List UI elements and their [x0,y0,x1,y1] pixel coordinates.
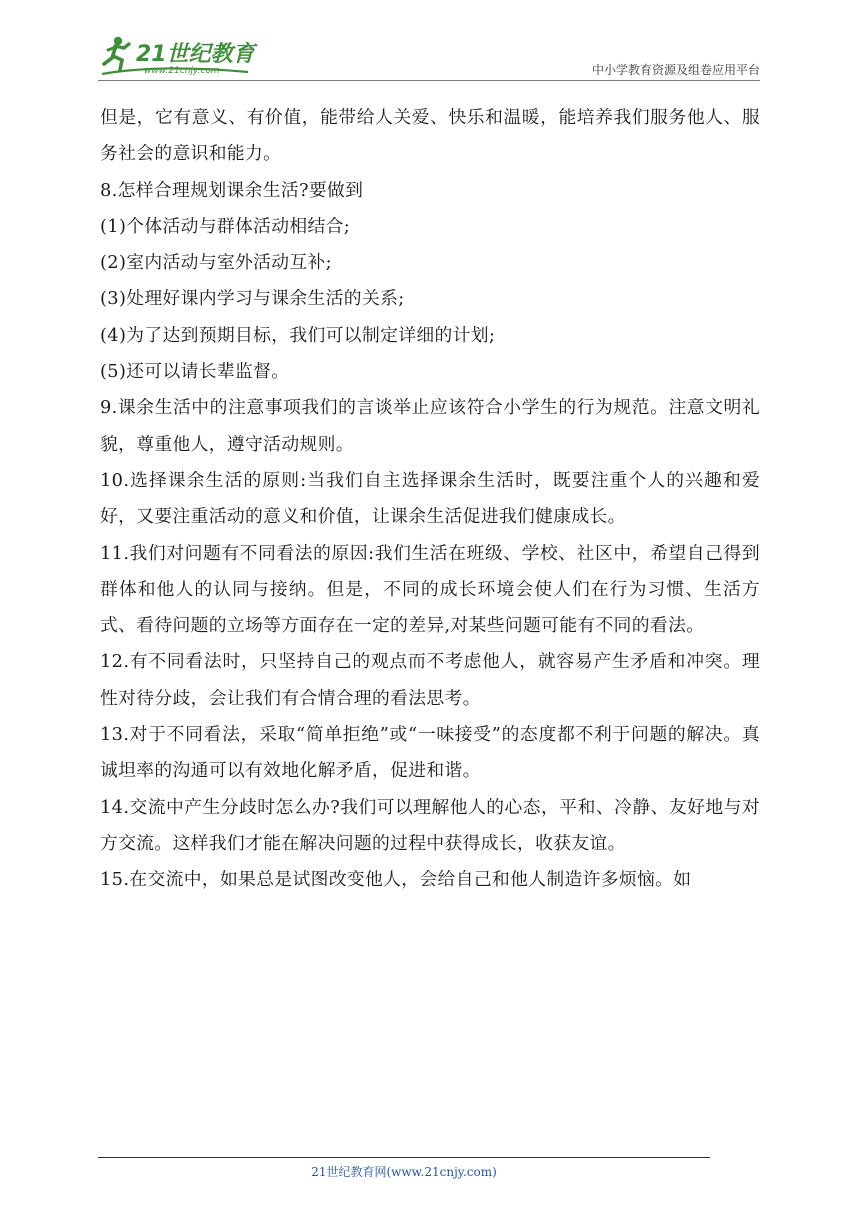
paragraph-3: (1)个体活动与群体活动相结合; [100,215,351,237]
paragraph-14: 15.在交流中，如果总是试图改变他人，会给自己和他人制造许多烦恼。如 [100,869,692,891]
paragraph-9: 10.选择课余生活的原则:当我们自主选择课余生活时，既要注重个人的兴趣和爱好，又要注重活动的意义和价值，让课余生活促进我们健康成长。 [100,469,760,528]
paragraph-6: (4)为了达到预期目标，我们可以制定详细的计划; [100,324,496,346]
paragraph-12: 13.对于不同看法，采取“简单拒绝”或“一味接受”的态度都不利于问题的解决。真诚坦率的沟通可以有效地化解矛盾，促进和谐。 [100,724,760,782]
logo-url: www.21cnjy.com [144,66,220,76]
paragraph-4: (2)室内活动与室外活动互补; [100,252,333,274]
logo-text: 21世纪教育 [136,42,255,67]
runner-logo-icon [98,34,268,78]
platform-name: 中小学教育资源及组卷应用平台 [591,63,760,77]
paragraph-10: 11.我们对问题有不同看法的原因:我们生活在班级、学校、社区中，希望自己得到群体和他人的认同与接纳。但是，不同的成长环境会使人们在行为习惯、生活方式、看待问题的立场等方面存在一定的差异,对某些问题可能有不同的看法。 [100,542,760,637]
paragraph-7: (5)还可以请长辈监督。 [100,361,290,383]
page-header [98,34,760,80]
paragraph-11: 12.有不同看法时，只坚持自己的观点而不考虑他人，就容易产生矛盾和冲突。理性对待分歧，会让我们有合情合理的看法思考。 [100,651,760,709]
paragraph-2: 8.怎样合理规划课余生活?要做到 [100,179,364,201]
paragraph-5: (3)处理好课内学习与课余生活的关系; [100,288,405,310]
document-body [100,100,760,899]
paragraph-13: 14.交流中产生分歧时怎么办?我们可以理解他人的心态，平和、冷静、友好地与对方交流。这样我们才能在解决问题的过程中获得成长，收获友谊。 [100,796,760,854]
paragraph-1: 但是，它有意义、有价值，能带给人关爱、快乐和温暖，能培养我们服务他人、服务社会的意识和能力。 [100,107,760,165]
header-divider [98,80,760,81]
site-logo[interactable] [98,34,268,78]
footer-link[interactable]: 21世纪教育网(www.21cnjy.com) [311,1165,497,1179]
paragraph-8: 9.课余生活中的注意事项我们的言谈举止应该符合小学生的行为规范。注意文明礼貌，尊重他人，遵守活动规则。 [100,397,760,455]
footer-divider [98,1157,710,1158]
